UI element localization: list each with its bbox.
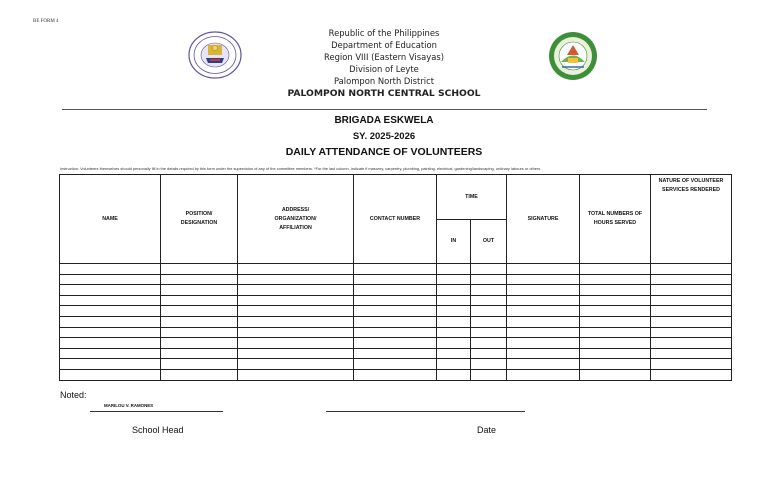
- table-cell[interactable]: [437, 327, 471, 338]
- table-cell[interactable]: [161, 316, 238, 327]
- table-cell[interactable]: [161, 327, 238, 338]
- table-row: [60, 348, 732, 359]
- form-code: BE FORM 4: [33, 19, 59, 24]
- table-cell[interactable]: [471, 369, 507, 380]
- col-header-name: NAME: [60, 175, 161, 264]
- table-cell[interactable]: [161, 306, 238, 317]
- table-cell[interactable]: [60, 285, 161, 296]
- header-district: Palompon North District: [334, 76, 434, 86]
- table-cell[interactable]: [437, 316, 471, 327]
- table-cell[interactable]: [507, 348, 580, 359]
- table-cell[interactable]: [354, 327, 437, 338]
- attendance-table: [59, 174, 732, 381]
- table-cell[interactable]: [471, 359, 507, 370]
- col-header-hours: TOTAL NUMBERS OF HOURS SERVED: [580, 175, 651, 264]
- table-cell[interactable]: [651, 359, 732, 370]
- date-label: Date: [477, 425, 497, 435]
- table-row: [60, 338, 732, 349]
- col-header-time: TIME: [437, 175, 507, 220]
- table-cell[interactable]: [238, 316, 354, 327]
- table-cell[interactable]: [471, 327, 507, 338]
- table-cell[interactable]: [437, 338, 471, 349]
- table-cell[interactable]: [580, 306, 651, 317]
- col-header-contact: CONTACT NUMBER: [354, 175, 437, 264]
- table-cell[interactable]: [651, 369, 732, 380]
- table-cell[interactable]: [60, 264, 161, 275]
- table-row: [60, 369, 732, 380]
- table-cell[interactable]: [507, 295, 580, 306]
- table-cell[interactable]: [60, 316, 161, 327]
- table-cell[interactable]: [651, 264, 732, 275]
- table-cell[interactable]: [437, 285, 471, 296]
- table-cell[interactable]: [507, 338, 580, 349]
- table-cell[interactable]: [238, 369, 354, 380]
- table-cell[interactable]: [354, 338, 437, 349]
- header-division: Division of Leyte: [349, 64, 419, 74]
- table-cell[interactable]: [354, 316, 437, 327]
- table-cell[interactable]: [580, 264, 651, 275]
- table-row: [60, 285, 732, 296]
- program-title: BRIGADA ESKWELA: [334, 115, 434, 126]
- col-header-signature: SIGNATURE: [507, 175, 580, 264]
- table-cell[interactable]: [354, 264, 437, 275]
- table-row: [60, 306, 732, 317]
- table-cell[interactable]: [161, 285, 238, 296]
- table-cell[interactable]: [238, 348, 354, 359]
- col-header-time-in: IN: [437, 220, 471, 264]
- table-cell[interactable]: [238, 295, 354, 306]
- table-cell[interactable]: [60, 359, 161, 370]
- table-cell[interactable]: [651, 316, 732, 327]
- table-cell[interactable]: [238, 274, 354, 285]
- table-cell[interactable]: [471, 338, 507, 349]
- table-cell[interactable]: [161, 348, 238, 359]
- table-cell[interactable]: [507, 285, 580, 296]
- table-cell[interactable]: [354, 348, 437, 359]
- table-cell[interactable]: [580, 295, 651, 306]
- table-row: [60, 295, 732, 306]
- table-row: [60, 274, 732, 285]
- table-cell[interactable]: [651, 295, 732, 306]
- table-cell[interactable]: [507, 327, 580, 338]
- table-cell[interactable]: [60, 338, 161, 349]
- table-row: [60, 316, 732, 327]
- col-header-time-out: OUT: [471, 220, 507, 264]
- table-cell[interactable]: [507, 359, 580, 370]
- table-cell[interactable]: [580, 327, 651, 338]
- table-cell[interactable]: [507, 369, 580, 380]
- table-cell[interactable]: [238, 338, 354, 349]
- table-cell[interactable]: [507, 306, 580, 317]
- header-department: Department of Education: [331, 40, 437, 50]
- table-cell[interactable]: [354, 295, 437, 306]
- table-cell[interactable]: [471, 285, 507, 296]
- table-cell[interactable]: [238, 327, 354, 338]
- header-region: Region VIII (Eastern Visayas): [324, 52, 444, 62]
- table-cell[interactable]: [471, 274, 507, 285]
- table-cell[interactable]: [354, 306, 437, 317]
- table-cell[interactable]: [580, 359, 651, 370]
- table-cell[interactable]: [437, 264, 471, 275]
- table-cell[interactable]: [580, 338, 651, 349]
- form-title: DAILY ATTENDANCE OF VOLUNTEERS: [285, 146, 483, 158]
- school-year: SY. 2025-2026: [352, 131, 416, 142]
- table-cell[interactable]: [60, 327, 161, 338]
- table-cell[interactable]: [238, 306, 354, 317]
- table-cell[interactable]: [580, 369, 651, 380]
- table-cell[interactable]: [471, 295, 507, 306]
- col-header-position: POSITION/ DESIGNATION: [161, 175, 238, 264]
- table-cell[interactable]: [161, 369, 238, 380]
- table-cell[interactable]: [161, 338, 238, 349]
- table-row: [60, 359, 732, 370]
- table-cell[interactable]: [437, 274, 471, 285]
- table-cell[interactable]: [507, 264, 580, 275]
- table-cell[interactable]: [354, 359, 437, 370]
- table-cell[interactable]: [437, 306, 471, 317]
- table-cell[interactable]: [437, 295, 471, 306]
- table-cell[interactable]: [437, 369, 471, 380]
- table-cell[interactable]: [651, 285, 732, 296]
- table-cell[interactable]: [471, 316, 507, 327]
- table-cell[interactable]: [60, 295, 161, 306]
- table-cell[interactable]: [60, 306, 161, 317]
- table-cell[interactable]: [161, 295, 238, 306]
- table-cell[interactable]: [507, 274, 580, 285]
- table-cell[interactable]: [651, 338, 732, 349]
- table-cell[interactable]: [471, 348, 507, 359]
- col-header-address: ADDRESS/ ORGANIZATION/ AFFILIATION: [238, 175, 354, 264]
- table-cell[interactable]: [651, 348, 732, 359]
- table-cell[interactable]: [238, 359, 354, 370]
- table-cell[interactable]: [580, 274, 651, 285]
- table-cell[interactable]: [161, 274, 238, 285]
- table-cell[interactable]: [354, 285, 437, 296]
- table-cell[interactable]: [60, 274, 161, 285]
- table-row: [60, 327, 732, 338]
- table-cell[interactable]: [161, 264, 238, 275]
- table-cell[interactable]: [651, 274, 732, 285]
- school-head-label: School Head: [132, 425, 184, 435]
- signatory-name: MARILOU V. RAMONES: [104, 403, 154, 408]
- table-cell[interactable]: [238, 285, 354, 296]
- header-republic: Republic of the Philippines: [328, 28, 440, 38]
- table-cell[interactable]: [580, 316, 651, 327]
- table-cell[interactable]: [507, 316, 580, 327]
- table-cell[interactable]: [60, 348, 161, 359]
- school-name: PALOMPON NORTH CENTRAL SCHOOL: [287, 88, 481, 99]
- date-line: [326, 411, 525, 412]
- table-cell[interactable]: [651, 306, 732, 317]
- table-cell[interactable]: [580, 285, 651, 296]
- table-cell[interactable]: [238, 264, 354, 275]
- table-cell[interactable]: [437, 348, 471, 359]
- noted-label: Noted:: [60, 390, 87, 400]
- table-cell[interactable]: [354, 369, 437, 380]
- header-divider: [62, 109, 707, 110]
- table-cell[interactable]: [471, 306, 507, 317]
- col-header-nature: NATURE OF VOLUNTEER SERVICES RENDERED: [651, 175, 732, 264]
- table-cell[interactable]: [60, 369, 161, 380]
- table-cell[interactable]: [471, 264, 507, 275]
- table-cell[interactable]: [437, 359, 471, 370]
- table-cell[interactable]: [651, 327, 732, 338]
- instruction-text: Instruction: Volunteers themselves should personally fill in the details required by this form under the supervision of any of the committee members. *For the last column, indicate if masonry, carpentry, plumbing, painting, electrical, gardening/landscaping, ordinary labours or others: [60, 166, 541, 171]
- table-cell[interactable]: [580, 348, 651, 359]
- table-cell[interactable]: [354, 274, 437, 285]
- table-cell[interactable]: [161, 359, 238, 370]
- school-head-signature-line: [90, 411, 223, 412]
- table-row: [60, 264, 732, 275]
